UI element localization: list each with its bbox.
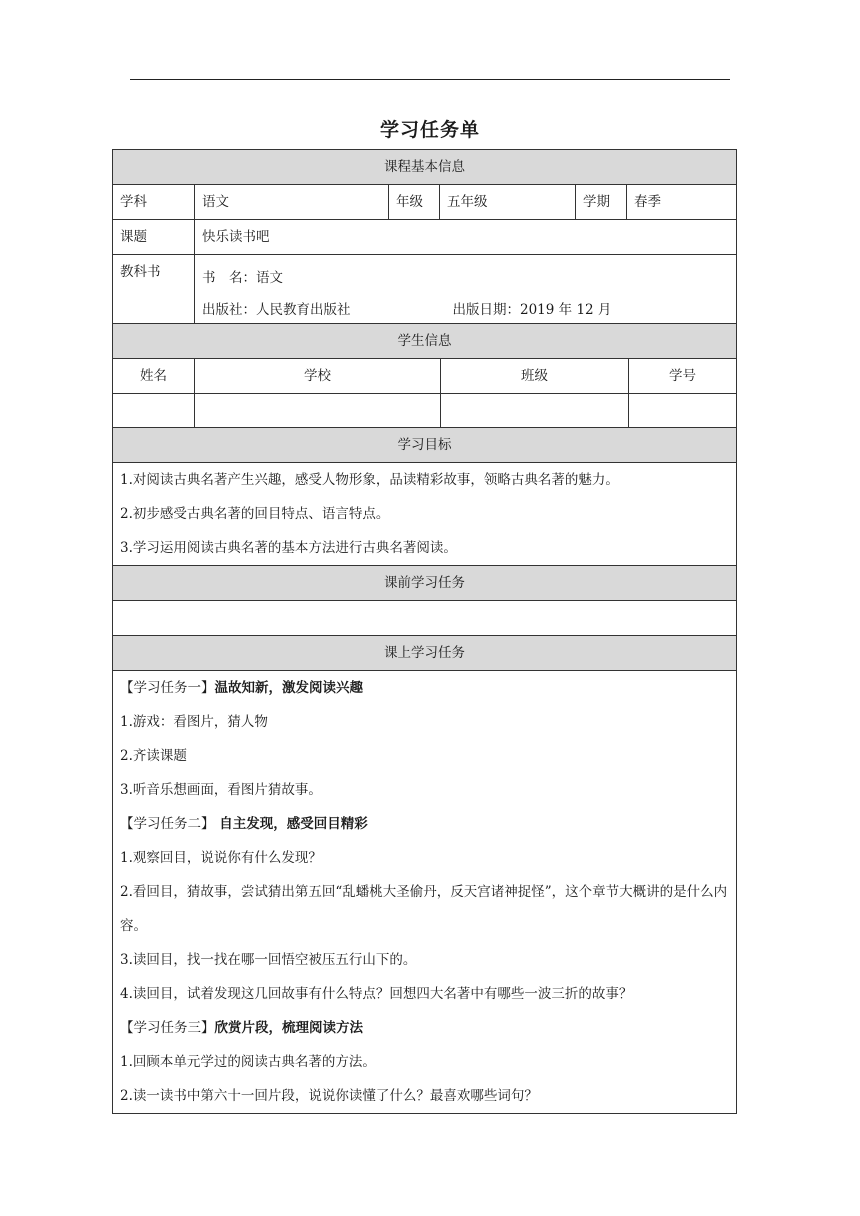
- task3-label: 【学习任务三】: [120, 1020, 215, 1036]
- objectives-header-row: [113, 428, 737, 463]
- objective-item: 3.学习运用阅读古典名著的基本方法进行古典名著阅读。: [120, 540, 457, 556]
- task1-item: 3.听音乐想画面，看图片猜故事。: [120, 782, 322, 798]
- pre-class-content[interactable]: [113, 601, 737, 636]
- objective-item: 2.初步感受古典名著的回目特点、语言特点。: [120, 506, 390, 522]
- task2-heading: [120, 807, 729, 841]
- top-rule: [130, 79, 730, 80]
- task3-item: 2.读一读书中第六十一回片段，说说你读懂了什么？最喜欢哪些词句？: [120, 1088, 538, 1104]
- student-info-header-row: [113, 324, 737, 359]
- book-name: 书 名：语文: [202, 270, 283, 286]
- task2-item: 2.看回目，猜故事，尝试猜出第五回“乱蟠桃大圣偷丹，反天宫诸神捉怪”，这个章节大概讲的是什么内容。: [120, 884, 728, 934]
- subject-row: [113, 185, 737, 220]
- student-id-column-header: 学号: [629, 359, 737, 394]
- textbook-row: [113, 255, 737, 331]
- in-class-row: [113, 671, 737, 1114]
- pre-class-blank-row: [113, 601, 737, 636]
- objectives-header: 学习目标: [113, 428, 737, 463]
- objectives-list: [113, 463, 737, 566]
- task-sheet-table: [112, 149, 737, 331]
- publication-date: 出版日期：2019 年 12 月: [452, 302, 612, 318]
- publisher: 出版社：人民教育出版社: [202, 302, 351, 318]
- objective-item: 1.对阅读古典名著产生兴趣，感受人物形象，品读精彩故事，领略古典名著的魅力。: [120, 472, 619, 488]
- subject-label: 学科: [113, 185, 195, 220]
- student-info-header: 学生信息: [113, 324, 737, 359]
- grade-value: 五年级: [440, 185, 576, 220]
- document-title: 学习任务单: [379, 119, 480, 141]
- grade-label: 年级: [389, 185, 440, 220]
- task2-item: 1.观察回目，说说你有什么发现？: [120, 850, 322, 866]
- objectives-row: [113, 463, 737, 566]
- student-info-table: [112, 323, 737, 429]
- name-column-header: 姓名: [113, 359, 195, 394]
- class-cell[interactable]: [441, 394, 629, 429]
- task1-item: 2.齐读课题: [120, 748, 187, 764]
- topic-row: [113, 220, 737, 255]
- task1-label: 【学习任务一】: [120, 680, 215, 696]
- task2-title: 自主发现，感受回目精彩: [214, 816, 368, 832]
- textbook-info: [195, 255, 737, 331]
- task3-item: 1.回顾本单元学过的阅读古典名著的方法。: [120, 1054, 376, 1070]
- course-info-header: 课程基本信息: [113, 150, 737, 185]
- student-blank-row: [113, 394, 737, 429]
- course-info-header-row: [113, 150, 737, 185]
- in-class-header: 课上学习任务: [113, 636, 737, 671]
- topic-label: 课题: [113, 220, 195, 255]
- subject-value: 语文: [195, 185, 389, 220]
- class-column-header: 班级: [441, 359, 629, 394]
- school-cell[interactable]: [195, 394, 441, 429]
- task2-item: 3.读回目，找一找在哪一回悟空被压五行山下的。: [120, 952, 417, 968]
- term-value: 春季: [627, 185, 737, 220]
- name-cell[interactable]: [113, 394, 195, 429]
- topic-value: 快乐读书吧: [195, 220, 737, 255]
- task3-title: 欣赏片段，梳理阅读方法: [214, 1020, 363, 1036]
- task2-label: 【学习任务二】: [120, 816, 215, 832]
- pre-class-header-row: [113, 566, 737, 601]
- task2-item: 4.读回目，试着发现这几回故事有什么特点？回想四大名著中有哪些一波三折的故事？: [120, 986, 633, 1002]
- in-class-header-row: [113, 636, 737, 671]
- textbook-label: 教科书: [113, 255, 195, 331]
- student-id-cell[interactable]: [629, 394, 737, 429]
- task1-title: 温故知新，激发阅读兴趣: [214, 680, 363, 696]
- tasks-table: [112, 427, 737, 1114]
- student-columns-row: [113, 359, 737, 394]
- in-class-content: [113, 671, 737, 1114]
- school-column-header: 学校: [195, 359, 441, 394]
- task1-heading: [120, 671, 729, 705]
- task1-item: 1.游戏：看图片，猜人物: [120, 714, 268, 730]
- task3-heading: [120, 1011, 729, 1045]
- pre-class-header: 课前学习任务: [113, 566, 737, 601]
- term-label: 学期: [576, 185, 627, 220]
- publisher-line: [202, 294, 729, 326]
